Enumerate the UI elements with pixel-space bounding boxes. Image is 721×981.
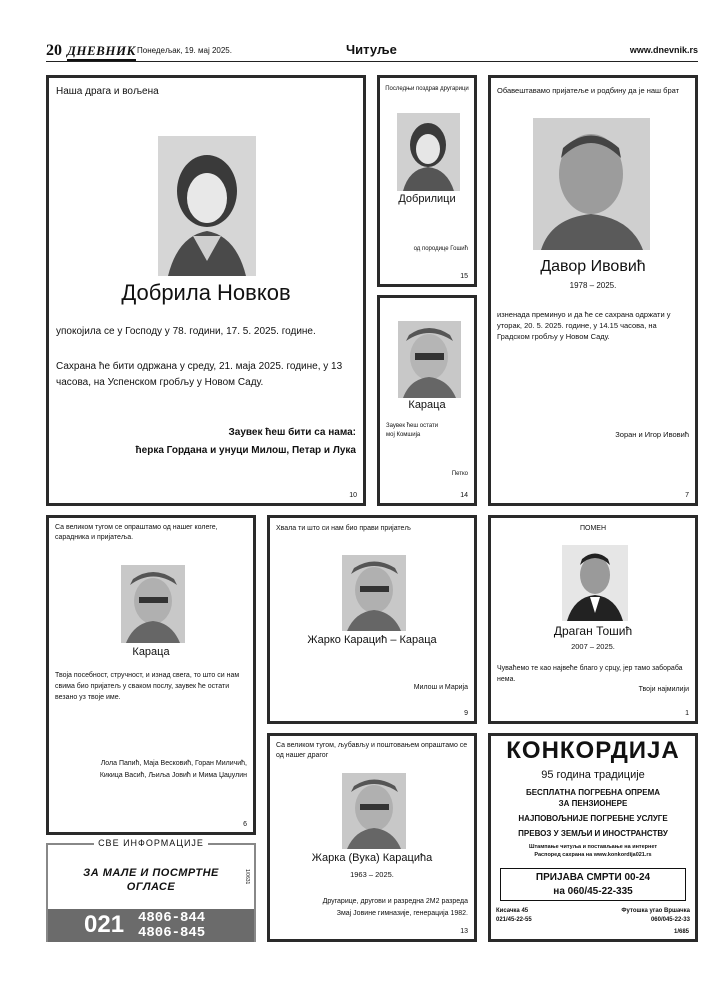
notice-intro: Са великом тугом, љубављу и поштовањем опраштамо се од нашег драгог xyxy=(276,742,468,759)
deceased-name: Добрила Новков xyxy=(121,280,291,305)
notice-number: 1 xyxy=(685,710,689,717)
life-years: 2007 – 2025. xyxy=(571,642,615,651)
address-right-1: Футошка угао Вршачка xyxy=(621,908,690,914)
death-report-title: ПРИЈАВА СМРТИ 00-24 xyxy=(535,872,651,883)
ad-code: 1/685 xyxy=(673,929,689,935)
notice-signature: Милош и Марија xyxy=(413,684,468,691)
phone-number-2[interactable]: 4806-845 xyxy=(138,925,206,941)
notice-intro: Обавештавамо пријатеље и родбину да је наш брат xyxy=(497,86,680,95)
info-banner xyxy=(54,859,248,905)
address-right-2: 060/045-22-33 xyxy=(650,917,690,923)
funeral-details: Сахрана ће бити одржана у среду, 21. маја 2025. године, у 13 часова, на Успенском гробљу у Новом Саду. xyxy=(56,361,343,388)
info-line-1: ЗА МАЛЕ И ПОСМРТНЕ xyxy=(83,867,219,879)
life-years: 1963 – 2025. xyxy=(350,870,394,879)
notice-intro: Наша драга и вољена xyxy=(56,86,159,97)
page-number: 20 xyxy=(46,42,62,59)
portrait-photo xyxy=(121,565,185,643)
obituary-karaca-14 xyxy=(377,295,477,506)
notice-signature: Петко xyxy=(451,471,468,477)
notice-intro: Хвала ти што си нам био прави пријатељ xyxy=(276,525,411,532)
memorial-dragan-tosic xyxy=(488,515,698,724)
portrait-photo xyxy=(397,113,460,191)
notice-signature: ћерка Гордана и унуци Милош, Петар и Лука xyxy=(135,445,356,456)
notice-text: Твоја посебност, стручност, и изнад свега, то што си нам свима био пријатељ у сваком послу, заувек ће остати везано уз твоје име. xyxy=(55,672,240,701)
notice-number: 7 xyxy=(685,492,689,499)
death-report-box xyxy=(500,868,686,901)
address-left-1: Кисачка 45 xyxy=(496,908,529,914)
deceased-name: Драган Тошић xyxy=(553,624,633,638)
life-years: 1978 – 2025. xyxy=(569,281,617,290)
deceased-name: Давор Ивовић xyxy=(540,258,646,275)
death-report-phone[interactable]: на 060/45-22-335 xyxy=(553,886,633,897)
ad-line-3: НАЈПОВОЉНИЈЕ ПОГРЕБНЕ УСЛУГЕ xyxy=(518,814,668,823)
ad-title: КОНКОРДИЈА xyxy=(506,737,680,764)
notice-number: 6 xyxy=(243,821,247,828)
page-header xyxy=(46,40,698,62)
obituary-dobrilici xyxy=(377,75,477,287)
phone-number-1[interactable]: 4806-844 xyxy=(138,910,206,926)
portrait-photo xyxy=(562,545,628,621)
ad-small-1: Штампање читуља и постављање на интернет xyxy=(528,844,658,850)
ad-line-1: БЕСПЛАТНА ПОГРЕБНА ОПРЕМА xyxy=(525,788,661,797)
konkordija-funeral-ad xyxy=(488,733,698,942)
deceased-name: Жарко Карацић – Караца xyxy=(307,634,437,646)
info-heading: СВЕ ИНФОРМАЦИЈЕ xyxy=(48,838,254,848)
notice-signature: Другарице, другови и разредна 2М2 разреда xyxy=(322,898,468,905)
address-left-2: 021/45-22-55 xyxy=(496,917,532,923)
ad-line-4: ПРЕВОЗ У ЗЕМЉИ И ИНОСТРАНСТВУ xyxy=(518,829,668,838)
notice-intro: Последњи поздрав другарици xyxy=(385,86,469,92)
portrait-photo xyxy=(342,773,406,849)
notice-signature: Кикица Васић, Љиља Јовић и Мима Џаџулин xyxy=(99,772,247,779)
newspaper-logo: ДНЕВНИК xyxy=(67,43,136,61)
notice-number: 13 xyxy=(460,928,468,935)
info-side-code: 1/0631 xyxy=(244,869,250,885)
notice-text: Заувек ћеш остати мој Комшија xyxy=(386,423,439,438)
deceased-name: Жарка (Вука) Карацића xyxy=(311,852,433,864)
info-line-2: ОГЛАСЕ xyxy=(126,881,176,893)
deceased-name: Караца xyxy=(132,646,170,658)
notice-text: изненада преминуо и да ће се сахрана одржати у уторак, 20. 5. 2025. године, у 14.15 часова, на Градском гробљу у Новом Саду. xyxy=(497,310,671,341)
notice-number: 15 xyxy=(460,273,468,280)
obituary-karaca-6 xyxy=(46,515,256,835)
portrait-photo xyxy=(342,555,406,631)
notice-text: Чуваћемо те као највеће благо у срцу, јер тамо забораба нема. xyxy=(497,665,683,683)
phone-bar xyxy=(48,909,254,942)
notice-signature: Зоран и Игор Ивовић xyxy=(615,430,689,439)
notice-text: упокојила се у Господу у 78. години, 17. 5. 2025. године. xyxy=(56,326,316,337)
notice-signature: Лола Папић, Маја Весковић, Горан Миличић, xyxy=(100,760,247,767)
deceased-name: Караца xyxy=(408,399,446,411)
notice-intro: Са великом тугом се опраштамо од нашег колеге, сарадника и пријатеља. xyxy=(55,524,218,541)
notice-number: 10 xyxy=(349,492,357,499)
section-title: Читуље xyxy=(346,42,397,57)
portrait-photo xyxy=(398,321,461,398)
deceased-name: Добрилици xyxy=(398,193,456,205)
classifieds-info-ad xyxy=(46,838,256,942)
obituary-zarko-karacic-13 xyxy=(267,733,477,942)
ad-tagline: 95 година традиције xyxy=(541,769,645,781)
notice-signature: Твоји најмилији xyxy=(638,686,689,693)
ad-line-2: ЗА ПЕНЗИОНЕРЕ xyxy=(558,799,628,808)
phone-code: 021 xyxy=(84,911,125,938)
notice-number: 9 xyxy=(464,710,468,717)
obituary-dobrila-novkov xyxy=(46,75,366,506)
issue-date: Понедељак, 19. мај 2025. xyxy=(137,46,232,55)
obituary-zarko-karacic-9 xyxy=(267,515,477,724)
notice-closing: Заувек ћеш бити са нама: xyxy=(228,427,356,438)
notice-signature: Змај Јовине гимназије, генерација 1982. xyxy=(336,910,468,917)
notice-intro: ПОМЕН xyxy=(579,525,607,532)
portrait-photo xyxy=(158,136,256,276)
ad-small-2: Распоред сахрана на www.konkordija021.rs xyxy=(534,852,652,858)
obituary-davor-ivovic xyxy=(488,75,698,506)
notice-signature: од породице Гошић xyxy=(413,246,468,252)
portrait-photo xyxy=(533,118,650,250)
notice-number: 14 xyxy=(460,492,468,499)
website-link[interactable]: www.dnevnik.rs xyxy=(629,45,698,55)
